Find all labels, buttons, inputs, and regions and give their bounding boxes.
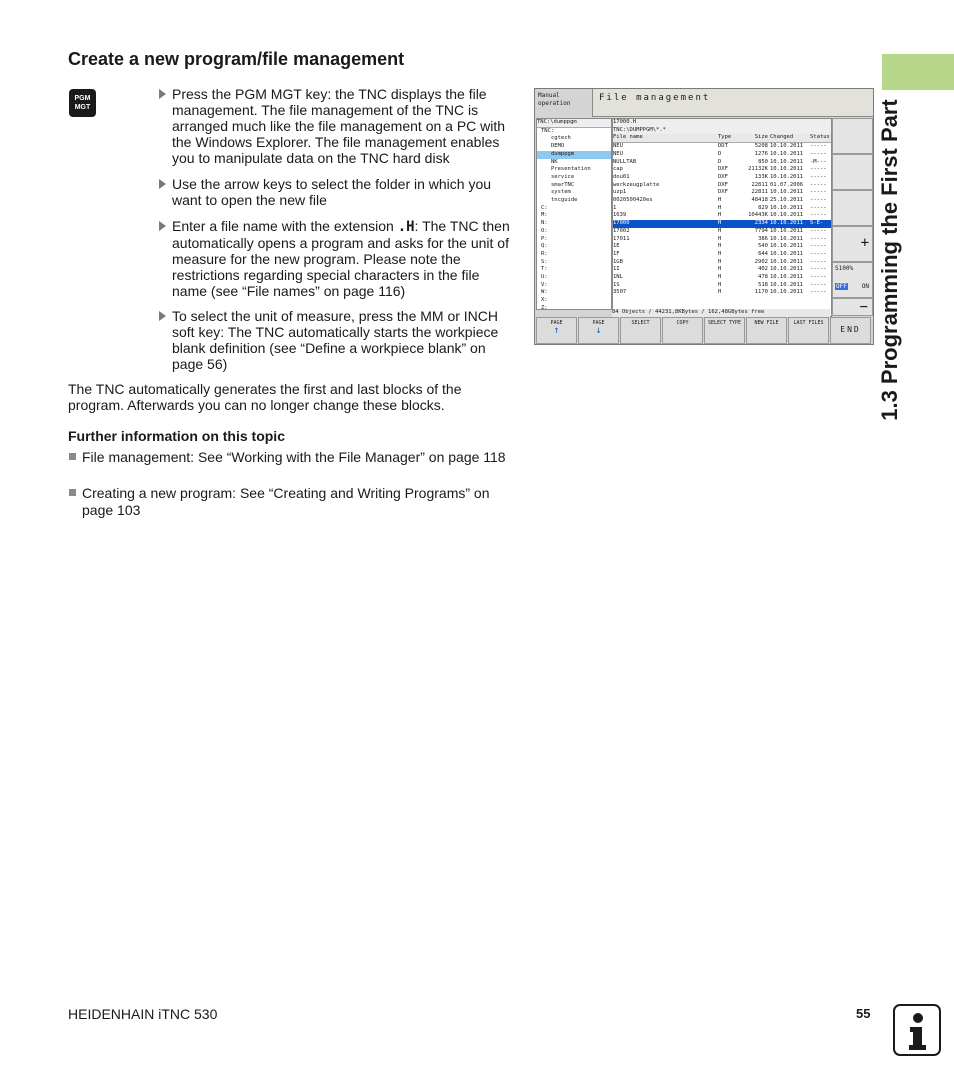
tree-item[interactable]: V: (541, 281, 548, 288)
tree-item[interactable]: Presentation (551, 166, 591, 173)
key-label-line2: MGT (74, 104, 91, 111)
further-info-item: Creating a new program: See “Creating and Writing Programs” on page 103 (68, 485, 513, 519)
softkey-end[interactable]: END (830, 317, 871, 344)
file-row[interactable]: 1I H 402 10.10.2011 ----- (613, 266, 827, 273)
page-number: 55 (856, 1006, 871, 1021)
file-row[interactable]: 1NL H 478 10.10.2011 ----- (613, 274, 827, 281)
tree-item[interactable]: T: (541, 266, 548, 273)
file-row[interactable]: 1S H 518 10.10.2011 ----- (613, 281, 827, 288)
further-info-heading: Further information on this topic (68, 428, 285, 444)
tree-item[interactable]: tncguide (551, 197, 578, 204)
further-info-item: File management: See “Working with the File Manager” on page 118 (68, 449, 513, 466)
file-row[interactable]: 17002 H 7794 10.10.2011 ----- (613, 227, 827, 234)
file-row[interactable]: 1GB H 2902 10.10.2011 ----- (613, 258, 827, 265)
tree-item[interactable]: system (551, 189, 571, 196)
step-1 (159, 86, 511, 166)
tree-item[interactable]: P: (541, 235, 548, 242)
step-4 (159, 308, 511, 372)
softkey-page-up[interactable]: PAGE ↑ (536, 317, 577, 344)
info-icon (893, 1004, 941, 1056)
tree-item[interactable]: TNC: (541, 127, 555, 134)
tree-item[interactable]: Q: (541, 243, 548, 250)
tree-item[interactable]: smarTNC (551, 181, 575, 188)
step-text: Press the PGM MGT key: the TNC displays the file management. The file management of the TNC is arranged much like the file management on a PC with the Windows Explorer. The file management enables you to manipulate data on the TNC hard disk (172, 86, 506, 166)
tree-item[interactable]: X: (541, 297, 548, 304)
file-row[interactable]: uzp1 DXF 22811 10.10.2011 ----- (613, 189, 827, 196)
file-row[interactable]: NULLTAB D 850 10.10.2011 -M--- (613, 158, 827, 165)
tree-item[interactable]: U: (541, 274, 548, 281)
tree-item[interactable]: cgtech (551, 135, 571, 142)
softkey-page-down[interactable]: PAGE ↓ (578, 317, 619, 344)
operating-mode: Manual operation (535, 89, 593, 117)
tree-item[interactable]: N: (541, 220, 548, 227)
tree-item[interactable]: Z: (541, 304, 548, 310)
tree-item[interactable]: dumppgm (537, 151, 611, 159)
tree-item[interactable]: R: (541, 250, 548, 257)
right-softkey-panel (832, 118, 873, 316)
tool-axis-icon[interactable] (832, 190, 873, 226)
softkey-last-files[interactable]: LAST FILES (788, 317, 829, 344)
file-list (612, 118, 832, 317)
file-row[interactable]: werkzeugplatte DXF 22811 01.07.2006 ----- (613, 181, 827, 188)
override-toggle[interactable]: S100% OFF ON (832, 262, 873, 298)
tree-item[interactable]: C: (541, 204, 548, 211)
spindle-icon[interactable] (832, 154, 873, 190)
step-text: Enter a file name with the extension .H: The TNC then automatically opens a program and asks for the unit of measure for the new program. Please note the restrictions regarding special characters in the file name (see “File names” on page 116) (172, 218, 510, 299)
body-paragraph: The TNC automatically generates the first and last blocks of the program. Afterwards you can no longer change these blocks. (68, 381, 462, 413)
softkey-new-file[interactable]: NEW FILE (746, 317, 787, 344)
softkey-select[interactable]: SELECT (620, 317, 661, 344)
tree-item[interactable]: NK (551, 158, 558, 165)
file-row[interactable]: 0020500420es H 48418 25.10.2011 ----- (613, 197, 827, 204)
step-2 (159, 176, 511, 208)
file-path: 17000.H (613, 119, 831, 127)
screen-header: File management (593, 89, 873, 117)
file-extension: .H (397, 219, 415, 235)
file-row[interactable]: 17000 H 2334 10.10.2011 S-E- (613, 220, 831, 228)
step-text: Use the arrow keys to select the folder in which you want to open the new file (172, 176, 492, 208)
tree-item[interactable]: DEMO (551, 143, 565, 150)
override-plus-icon[interactable]: + (832, 226, 873, 262)
tree-item[interactable]: S: (541, 258, 548, 265)
file-filter: TNC:\DUMPPGM\*.* (613, 127, 831, 135)
tree-item[interactable]: M: (541, 212, 548, 219)
section-title: Create a new program/file management (68, 49, 405, 69)
softkey-copy[interactable]: COPY (662, 317, 703, 344)
tool-icon[interactable] (832, 118, 873, 154)
tree-path: TNC:\dumppgm (537, 119, 611, 128)
arrow-bullet-icon (159, 221, 166, 231)
file-row[interactable]: NEU DDT 5208 10.10.2011 ----- (613, 143, 827, 150)
file-row[interactable]: NEU D 1276 10.10.2011 ----- (613, 150, 827, 157)
file-row[interactable]: dou01 DXF 133K 10.10.2011 ----- (613, 173, 827, 180)
arrow-bullet-icon (159, 311, 166, 321)
directory-tree (536, 118, 612, 310)
status-bar: 84 Objects / 44231,8KBytes / 162,48GBytes free (612, 309, 830, 317)
file-row[interactable]: cap DXF 21132K 10.10.2011 ----- (613, 166, 827, 173)
file-row[interactable]: 1639 H 10443K 10.10.2011 ----- (613, 212, 827, 219)
chapter-side-title: 1.3 Programming the First Part (877, 99, 902, 421)
step-3 (159, 218, 511, 299)
tree-item[interactable]: service (551, 173, 575, 180)
file-row[interactable]: 17011 H 386 10.10.2011 ----- (613, 235, 827, 242)
file-row[interactable]: 3507 H 1170 10.10.2011 ----- (613, 289, 827, 296)
step-text: To select the unit of measure, press the MM or INCH soft key: The TNC automatically starts the workpiece blank definition (see “Define a workpiece blank” on page 56) (172, 308, 499, 372)
square-bullet-icon (69, 453, 76, 460)
key-label-line1: PGM (74, 95, 91, 102)
footer-product: HEIDENHAIN iTNC 530 (68, 1006, 218, 1022)
pgm-mgt-key-icon (69, 89, 96, 117)
arrow-bullet-icon (159, 179, 166, 189)
square-bullet-icon (69, 489, 76, 496)
tnc-file-manager-screenshot (534, 88, 874, 345)
file-row[interactable]: 1 H 829 10.10.2011 ----- (613, 204, 827, 211)
tree-item[interactable]: W: (541, 289, 548, 296)
softkey-select-type[interactable]: SELECT TYPE (704, 317, 745, 344)
arrow-bullet-icon (159, 89, 166, 99)
file-row[interactable]: 1F H 644 10.10.2011 ----- (613, 250, 827, 257)
file-row[interactable]: 1E H 540 10.10.2011 ----- (613, 243, 827, 250)
override-minus-icon[interactable]: − (832, 298, 873, 316)
file-list-header: File name Type Size Changed Status (613, 134, 831, 143)
tree-item[interactable]: O: (541, 227, 548, 234)
